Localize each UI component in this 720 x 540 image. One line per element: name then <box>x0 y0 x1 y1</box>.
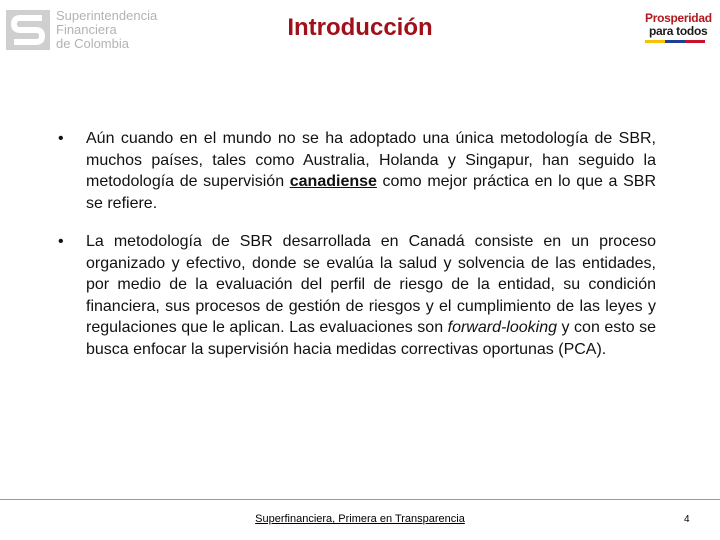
prosperidad-line-1: Prosperidad <box>645 11 712 25</box>
page-number: 4 <box>684 514 690 525</box>
bullet-icon: • <box>58 233 64 250</box>
flag-blue <box>665 40 685 43</box>
prosperidad-logo <box>645 12 715 56</box>
page-title: Introducción <box>287 14 433 41</box>
logo-line-2: Financiera <box>56 22 117 37</box>
bullet-item <box>58 128 656 214</box>
bullet-icon: • <box>58 130 64 147</box>
logo-line-1: Superintendencia <box>56 8 158 23</box>
bullet-text: La metodología de SBR desarrollada en Canadá consiste en un proceso organizado y efectivo, donde se evalúa la salud y solvencia de las entidades, por medio de la evaluación del perfil de riesgo de la entidad, su condición financiera, sus procesos de gestión de riesgos y el cumplimiento de las leyes y regulaciones que le aplican. Las evaluaciones son forward-looking y con esto se busca enfocar la supervisión hacia medidas correctivas oportunas (PCA). <box>86 233 657 358</box>
emphasis-text: canadiense <box>289 173 377 190</box>
emphasis-text: forward-looking <box>447 319 558 336</box>
prosperidad-line-2: para todos <box>649 24 708 38</box>
slide-content <box>58 128 656 377</box>
logo-line-3: de Colombia <box>56 36 129 51</box>
colombia-flag-stripe <box>645 40 705 43</box>
flag-yellow <box>645 40 665 43</box>
footer-text: Superfinanciera, Primera en Transparencia <box>255 513 465 525</box>
bullet-item <box>58 231 656 360</box>
flag-red <box>685 40 705 43</box>
bullet-text: Aún cuando en el mundo no se ha adoptado una única metodología de SBR, muchos países, tales como Australia, Holanda y Singapur, han seguido la metodología de supervisión canadiense como mejor práctica en lo que a SBR se refiere. <box>86 130 657 212</box>
footer-divider <box>0 499 720 500</box>
